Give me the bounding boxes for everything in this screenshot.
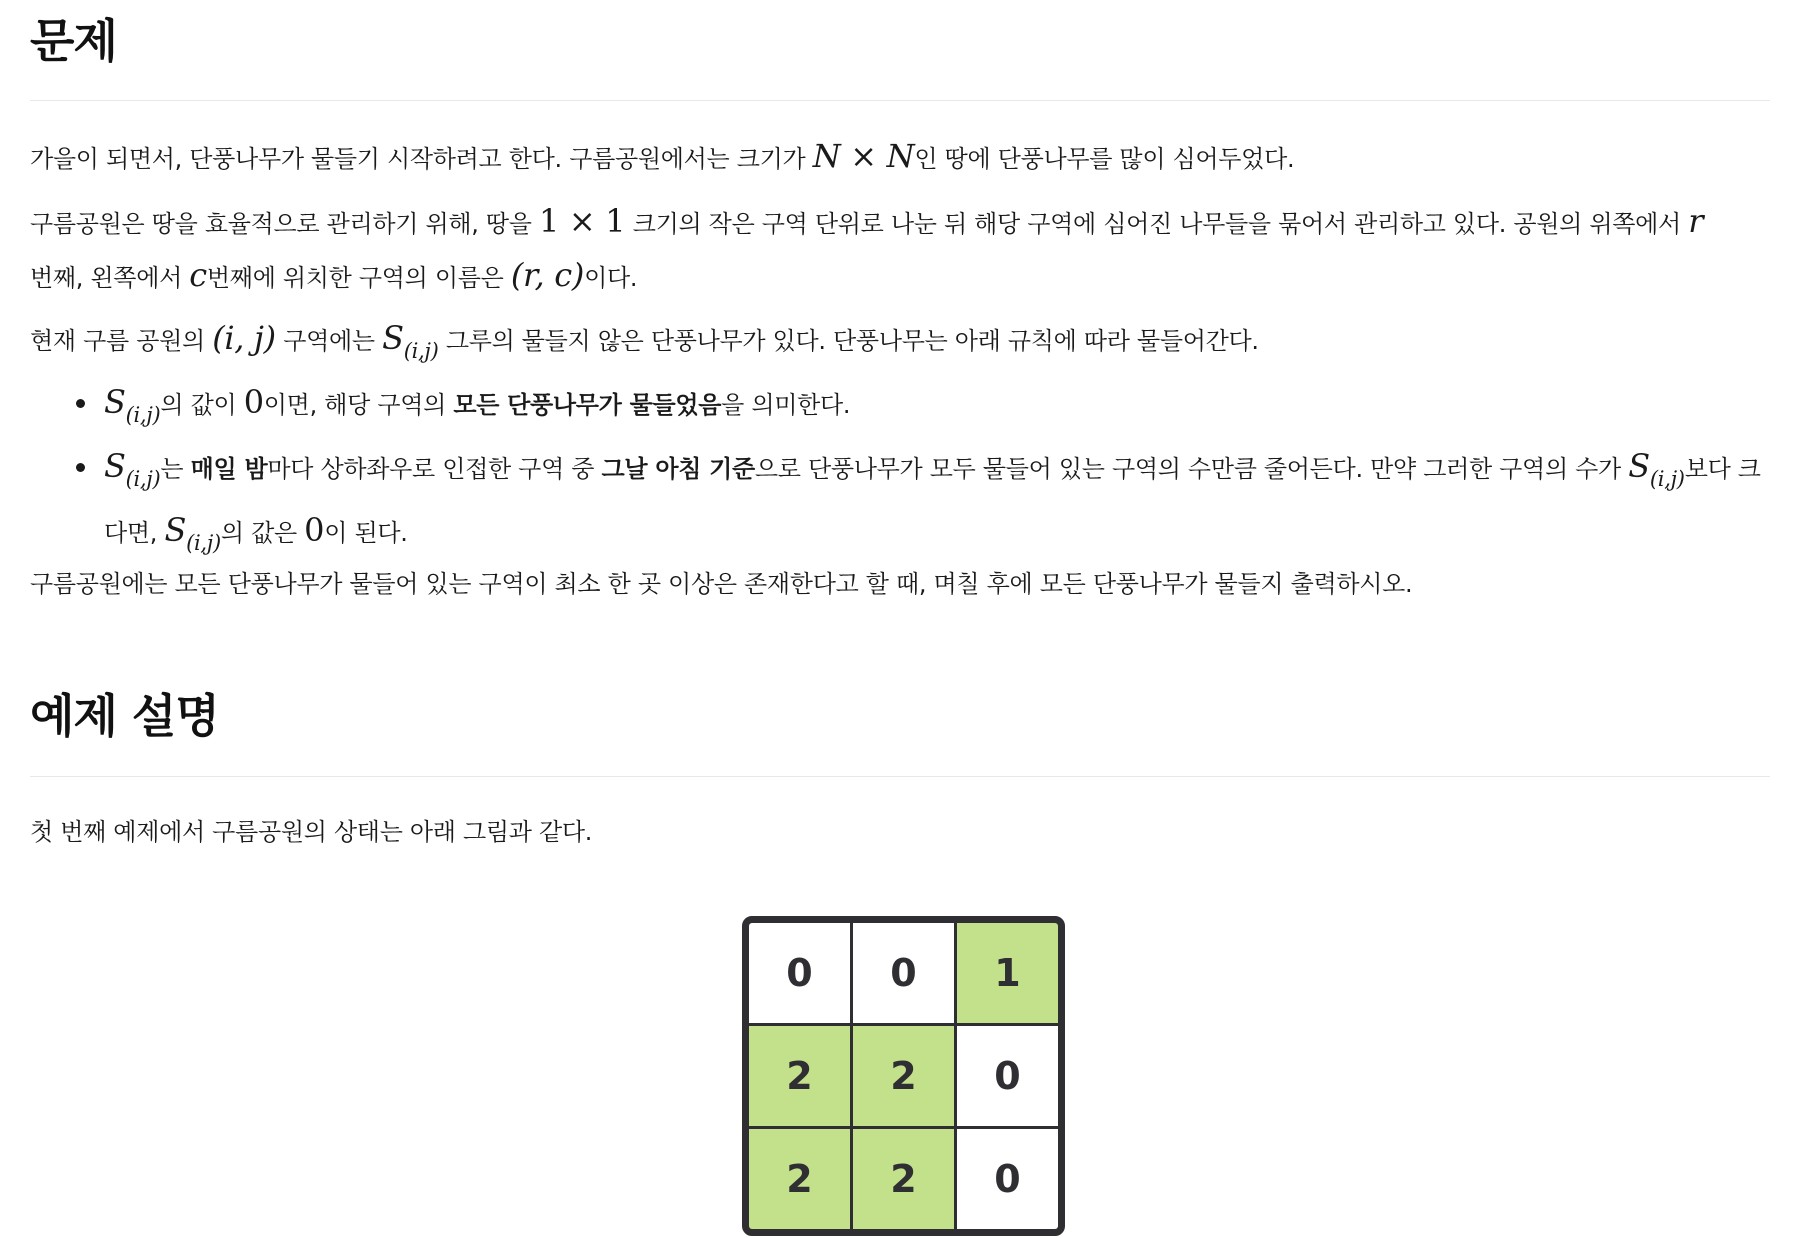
list-item bbox=[30, 377, 1770, 441]
text: 이다. bbox=[584, 264, 638, 292]
math: 1 × 1 bbox=[538, 202, 626, 240]
text: 이 된다. bbox=[324, 519, 408, 547]
math: S bbox=[164, 511, 187, 549]
rule-list bbox=[30, 377, 1770, 569]
divider bbox=[30, 100, 1770, 101]
grid-cell: 0 bbox=[749, 923, 850, 1023]
math-subscript: (i,j) bbox=[1649, 467, 1685, 491]
bullet-icon bbox=[76, 463, 85, 472]
text: 는 bbox=[160, 455, 191, 483]
grid-cell: 2 bbox=[853, 1129, 954, 1229]
text: 마다 상하좌우로 인접한 구역 중 bbox=[267, 455, 602, 483]
math: S bbox=[104, 383, 126, 421]
text: 그루의 물들지 않은 단풍나무가 있다. 단풍나무는 아래 규칙에 따라 물들어간다. bbox=[438, 327, 1259, 355]
paragraph-example-intro: 첫 번째 예제에서 구름공원의 상태는 아래 그림과 같다. bbox=[30, 818, 593, 846]
math-subscript: (i,j) bbox=[125, 403, 161, 427]
bold-text: 매일 밤 bbox=[190, 455, 268, 483]
text: 이면, 해당 구역의 bbox=[263, 391, 454, 419]
math: c bbox=[189, 256, 207, 294]
text: 크기의 작은 구역 단위로 나눈 뒤 해당 구역에 심어진 나무들을 묶어서 관리하고 있다. 공원의 위쪽에서 bbox=[625, 210, 1689, 238]
math: S bbox=[104, 447, 126, 485]
text: 인 땅에 단풍나무를 많이 심어두었다. bbox=[914, 145, 1295, 173]
paragraph-rules-intro bbox=[30, 313, 1770, 377]
paragraph-task: 구름공원에는 모든 단풍나무가 물들어 있는 구역이 최소 한 곳 이상은 존재한다고 할 때, 며칠 후에 모든 단풍나무가 물들지 출력하시오. bbox=[30, 570, 1413, 598]
grid-cell: 0 bbox=[957, 1129, 1058, 1229]
math-subscript: (i,j) bbox=[186, 531, 221, 555]
grid-cell: 0 bbox=[957, 1026, 1058, 1126]
grid-cell: 0 bbox=[853, 923, 954, 1023]
text: 의 값이 bbox=[160, 391, 244, 419]
text: 구역에는 bbox=[275, 327, 383, 355]
math: r bbox=[1688, 202, 1704, 240]
grid-cell: 2 bbox=[853, 1026, 954, 1126]
text: 번째에 위치한 구역의 이름은 bbox=[206, 264, 511, 292]
paragraph-intro bbox=[30, 131, 1770, 185]
grid-cell: 2 bbox=[749, 1129, 850, 1229]
math: 0 bbox=[243, 383, 264, 421]
paragraph-coordinates bbox=[30, 196, 1770, 304]
section-title-problem: 문제 bbox=[30, 14, 117, 68]
bullet-icon bbox=[76, 399, 85, 408]
math-subscript: (i,j) bbox=[403, 339, 439, 363]
text: 을 의미한다. bbox=[721, 391, 851, 419]
math-subscript: (i,j) bbox=[125, 467, 161, 491]
math: S bbox=[1628, 447, 1650, 485]
list-item bbox=[30, 441, 1770, 569]
text: 으로 단풍나무가 모두 물들어 있는 구역의 수만큼 줄어든다. 만약 그러한 구역의 수가 bbox=[754, 455, 1629, 483]
text: 보다 크다면, bbox=[104, 455, 1761, 547]
math: N × N bbox=[812, 137, 915, 175]
math: 0 bbox=[304, 511, 325, 549]
bold-text: 그날 아침 기준 bbox=[601, 455, 755, 483]
math: S bbox=[382, 319, 404, 357]
text: 의 값은 bbox=[220, 519, 305, 547]
text: 가을이 되면서, 단풍나무가 물들기 시작하려고 한다. 구름공원에서는 크기가 bbox=[30, 145, 813, 173]
grid-cell: 2 bbox=[749, 1026, 850, 1126]
text: 현재 구름 공원의 bbox=[30, 327, 213, 355]
bold-text: 모든 단풍나무가 물들었음 bbox=[453, 391, 722, 419]
example-figure bbox=[742, 916, 1065, 1236]
text: 구름공원은 땅을 효율적으로 관리하기 위해, 땅을 bbox=[30, 210, 539, 238]
section-title-example: 예제 설명 bbox=[30, 689, 219, 743]
divider bbox=[30, 776, 1770, 777]
math: (r, c) bbox=[510, 256, 585, 294]
math: (i, j) bbox=[212, 319, 276, 357]
text: 번째, 왼쪽에서 bbox=[30, 264, 190, 292]
grid-cell: 1 bbox=[957, 923, 1058, 1023]
park-grid bbox=[742, 916, 1065, 1236]
